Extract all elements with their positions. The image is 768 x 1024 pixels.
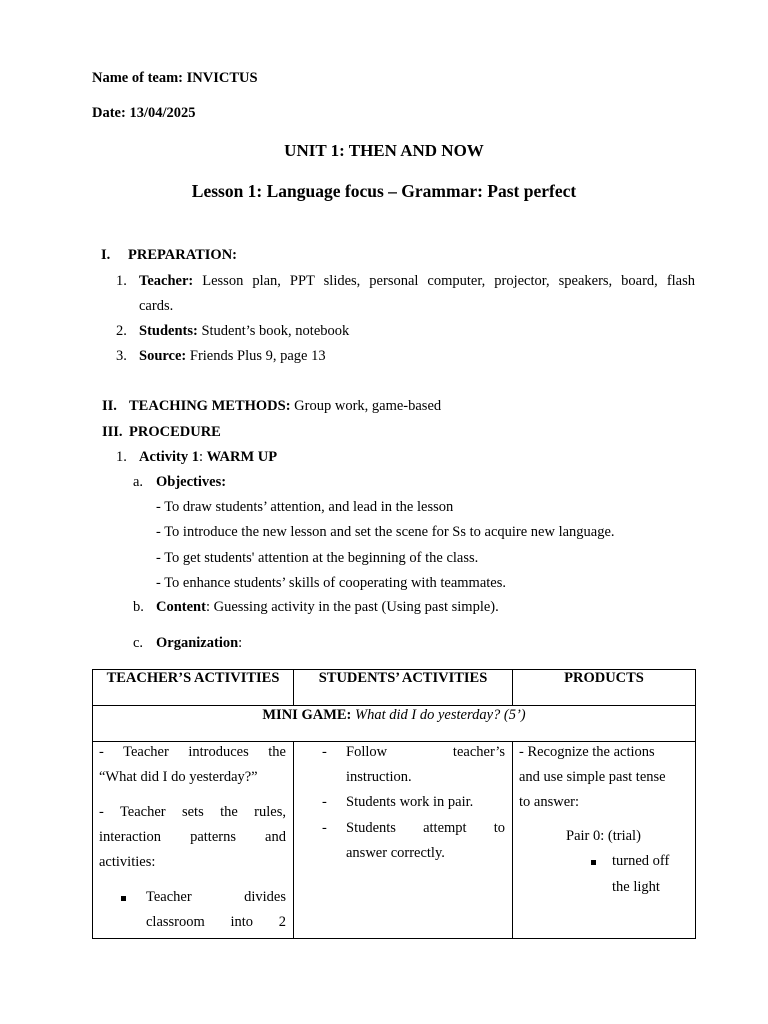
bullet-square-icon	[121, 896, 126, 901]
objective-item: - To get students' attention at the beginning of the class.	[156, 550, 479, 566]
objective-item: - To enhance students’ skills of cooperating with teammates.	[156, 575, 506, 591]
objective-item: - To draw students’ attention, and lead in the lesson	[156, 499, 454, 515]
section-2: TEACHING METHODS: Group work, game-based	[129, 398, 442, 414]
prep-item-1-line-1: Teacher: Lesson plan, PPT slides, personal computer, projector, speakers, board, flash	[139, 273, 695, 289]
products-line: and use simple past tense	[519, 769, 666, 785]
date-label: Date:	[92, 105, 126, 121]
students-line: answer correctly.	[346, 845, 445, 861]
students-line: Students attempt to	[346, 820, 505, 836]
students-line: Follow teacher’s	[346, 744, 505, 760]
objectives-title: Objectives:	[156, 474, 227, 490]
activity-1-heading: Activity 1: WARM UP	[139, 449, 278, 465]
prep-item-1-number: 1.	[116, 273, 127, 289]
lesson-title: Lesson 1: Language focus – Grammar: Past perfect	[191, 181, 577, 201]
prep-item-3-number: 3.	[116, 348, 127, 364]
prep-item-1-line-2: cards.	[139, 298, 174, 314]
teacher-line: “What did I do yesterday?”	[99, 769, 258, 785]
date-line	[92, 105, 196, 122]
objective-item: - To introduce the new lesson and set the scene for Ss to acquire new language.	[156, 524, 615, 540]
students-activities-cell	[294, 742, 513, 939]
procedure-table	[92, 669, 696, 939]
teacher-activities-cell	[93, 742, 294, 939]
mini-game-title: What did I do yesterday? (5’)	[355, 707, 526, 723]
products-line: - Recognize the actions	[519, 744, 655, 760]
students-line: Students work in pair.	[346, 794, 474, 810]
team-label: Name of team:	[92, 70, 183, 86]
mini-game-label: MINI GAME:	[262, 707, 352, 723]
teacher-line: - Teacher sets the rules,	[99, 804, 286, 820]
students-dash: -	[322, 820, 327, 836]
section-2-number: II.	[102, 398, 117, 414]
teacher-bullet-line: Teacher divides	[146, 889, 286, 905]
teacher-bullet-line: classroom into 2	[146, 914, 286, 930]
content-line: Content: Guessing activity in the past (Using past simple).	[156, 599, 499, 615]
date-value: 13/04/2025	[129, 105, 196, 121]
objectives-letter: a.	[133, 474, 144, 490]
section-1-title: PREPARATION:	[128, 247, 238, 263]
students-line: instruction.	[346, 769, 412, 785]
prep-item-3: Source: Friends Plus 9, page 13	[139, 348, 326, 364]
content-letter: b.	[133, 599, 144, 615]
activity-1-number: 1.	[116, 449, 127, 465]
team-value: INVICTUS	[186, 70, 258, 86]
section-1-number: I.	[101, 247, 111, 263]
header-products: PRODUCTS	[513, 670, 696, 706]
teacher-line: activities:	[99, 854, 156, 870]
students-dash: -	[322, 744, 327, 760]
section-3-number: III.	[102, 424, 123, 440]
products-bullet-line: the light	[612, 879, 660, 895]
prep-item-2-number: 2.	[116, 323, 127, 339]
bullet-square-icon	[591, 860, 596, 865]
header-teacher-activities: TEACHER’S ACTIVITIES	[93, 670, 294, 706]
prep-item-2: Students: Student’s book, notebook	[139, 323, 350, 339]
products-line: to answer:	[519, 794, 579, 810]
products-pair-label: Pair 0: (trial)	[566, 828, 641, 844]
header-students-activities: STUDENTS’ ACTIVITIES	[294, 670, 513, 706]
team-name-line	[92, 70, 258, 87]
organization-line: Organization:	[156, 635, 243, 651]
products-cell	[513, 742, 696, 939]
students-dash: -	[322, 794, 327, 810]
products-bullet-line: turned off	[612, 853, 670, 869]
unit-title: UNIT 1: THEN AND NOW	[284, 141, 484, 160]
teacher-line: interaction patterns and	[99, 829, 286, 845]
mini-game-row	[93, 706, 696, 742]
organization-letter: c.	[133, 635, 144, 651]
section-3-title: PROCEDURE	[129, 424, 221, 440]
teacher-line: - Teacher introduces the	[99, 744, 286, 760]
